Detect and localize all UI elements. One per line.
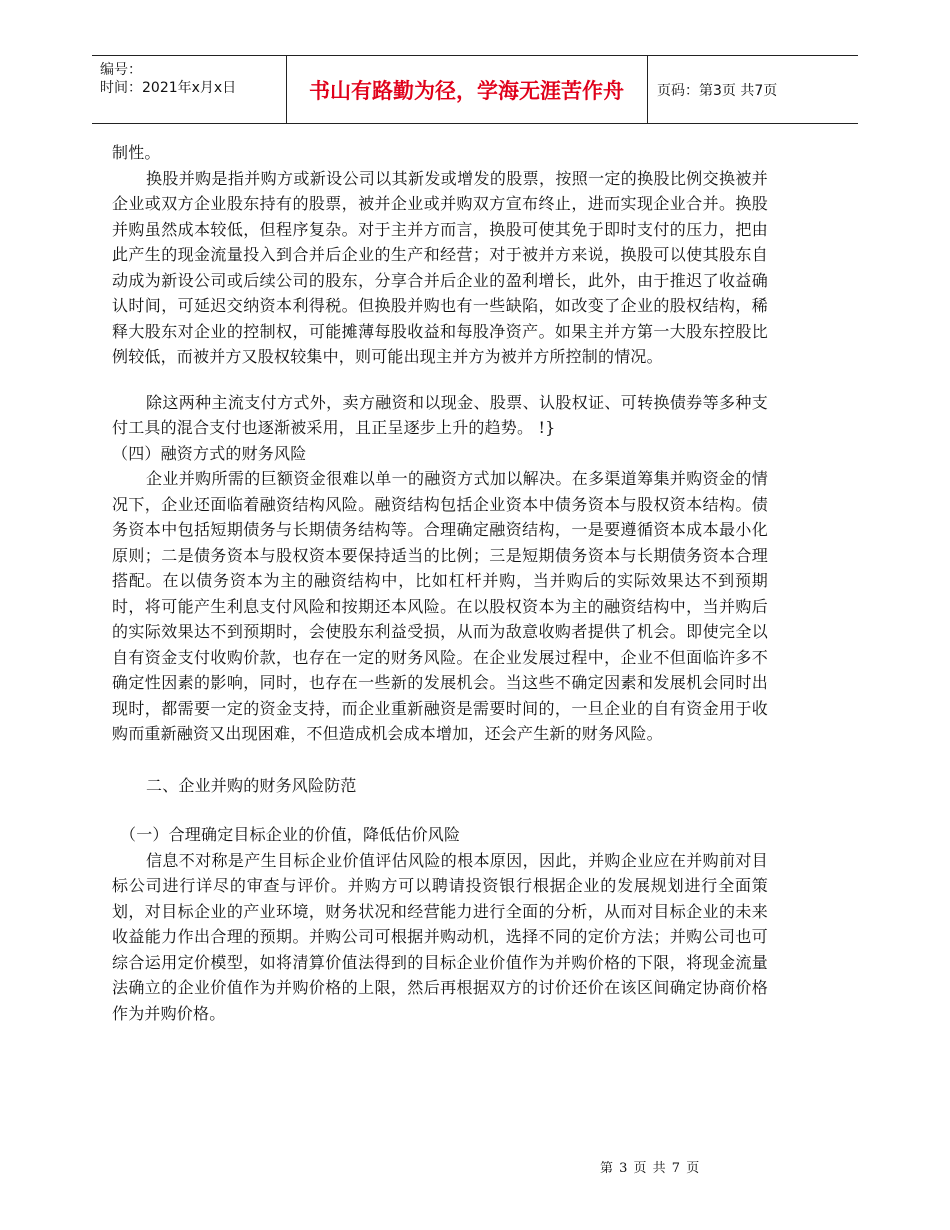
paragraph: 企业并购所需的巨额资金很难以单一的融资方式加以解决。在多渠道筹集并购资金的情况下，企业还面临着融资结构风险。融资结构包括企业资本中债务资本与股权资本结构。债务资本中包括短期债务与长期债务结构等。合理确定融资结构，一是要遵循资本成本最小化原则；二是债务资本与股权资本要保持适当的比例；三是短期债务资本与长期债务资本合理搭配。在以债务资本为主的融资结构中，比如杠杆并购，当并购后的实际效果达不到预期时，将可能产生利息支付风险和按期还本风险。在以股权资本为主的融资结构中，当并购后的实际效果达不到预期时，会使股东利益受损，从而为敌意收购者提供了机会。即使完全以自有资金支付收购价款，也存在一定的财务风险。在企业发展过程中，企业不但面临许多不确定性因素的影响，同时，也存在一些新的发展机会。当这些不确定因素和发展机会同时出现时，都需要一定的资金支持，而企业重新融资是需要时间的，一旦企业的自有资金用于收购而重新融资又出现困难，不但造成机会成本增加，还会产生新的财务风险。 [112, 469, 768, 743]
subsection-heading: （一）合理确定目标企业的价值，降低估价风险 [120, 825, 461, 844]
paragraph: 换股并购是指并购方或新设公司以其新发或增发的股票，按照一定的换股比例交换被并企业或双方企业股东持有的股票，被并企业或并购双方宣布终止，进而实现企业合并。换股并购虽然成本较低，但程序复杂。对于主并方而言，换股可使其免于即时支付的压力，把由此产生的现金流量投入到合并后企业的生产和经营；对于被并方来说，换股可以使其股东自动成为新设公司或后续公司的股东，分享合并后企业的盈利增长，此外，由于推迟了收益确认时间，可延迟交纳资本利得税。但换股并购也有一些缺陷，如改变了企业的股权结构，稀释大股东对企业的控制权，可能摊薄每股收益和每股净资产。如果主并方第一大股东控股比例较低，而被并方又股权较集中，则可能出现主并方为被并方所控制的情况。 [112, 168, 768, 366]
header-meta [100, 61, 236, 97]
paragraph: 制性。 [112, 143, 161, 162]
header-page-number: 页码：第3页 共7页 [657, 82, 778, 99]
page-footer: 第 3 页 共 7 页 [600, 1161, 701, 1176]
section-heading: （四）融资方式的财务风险 [112, 443, 307, 463]
document-body [112, 140, 768, 1026]
document-number-label: 编号： [100, 62, 142, 78]
paragraph: 信息不对称是产生目标企业价值评估风险的根本原因，因此，并购企业应在并购前对目标公司进行详尽的审查与评价。并购方可以聘请投资银行根据企业的发展规划进行全面策划，对目标企业的产业环境，财务状况和经营能力进行全面的分析，从而对目标企业的未来收益能力作出合理的预期。并购公司可根据并购动机，选择不同的定价方法；并购公司也可综合运用定价模型，如将清算价值法得到的目标企业价值作为并购价格的下限，将现金流量法确立的企业价值作为并购价格的上限，然后再根据双方的讨价还价在该区间确定协商价格作为并购价格。 [112, 850, 768, 1023]
section-heading: 二、企业并购的财务风险防范 [146, 775, 357, 795]
paragraph: 除这两种主流支付方式外，卖方融资和以现金、股票、认股权证、可转换债券等多种支付工具的混合支付也逐渐被采用，且正呈逐步上升的趋势。 !} [112, 392, 768, 437]
document-time-label: 时间：2021年x月x日 [100, 80, 237, 96]
page-header [92, 55, 858, 124]
header-motto: 书山有路勤为径，学海无涯苦作舟 [309, 78, 624, 103]
